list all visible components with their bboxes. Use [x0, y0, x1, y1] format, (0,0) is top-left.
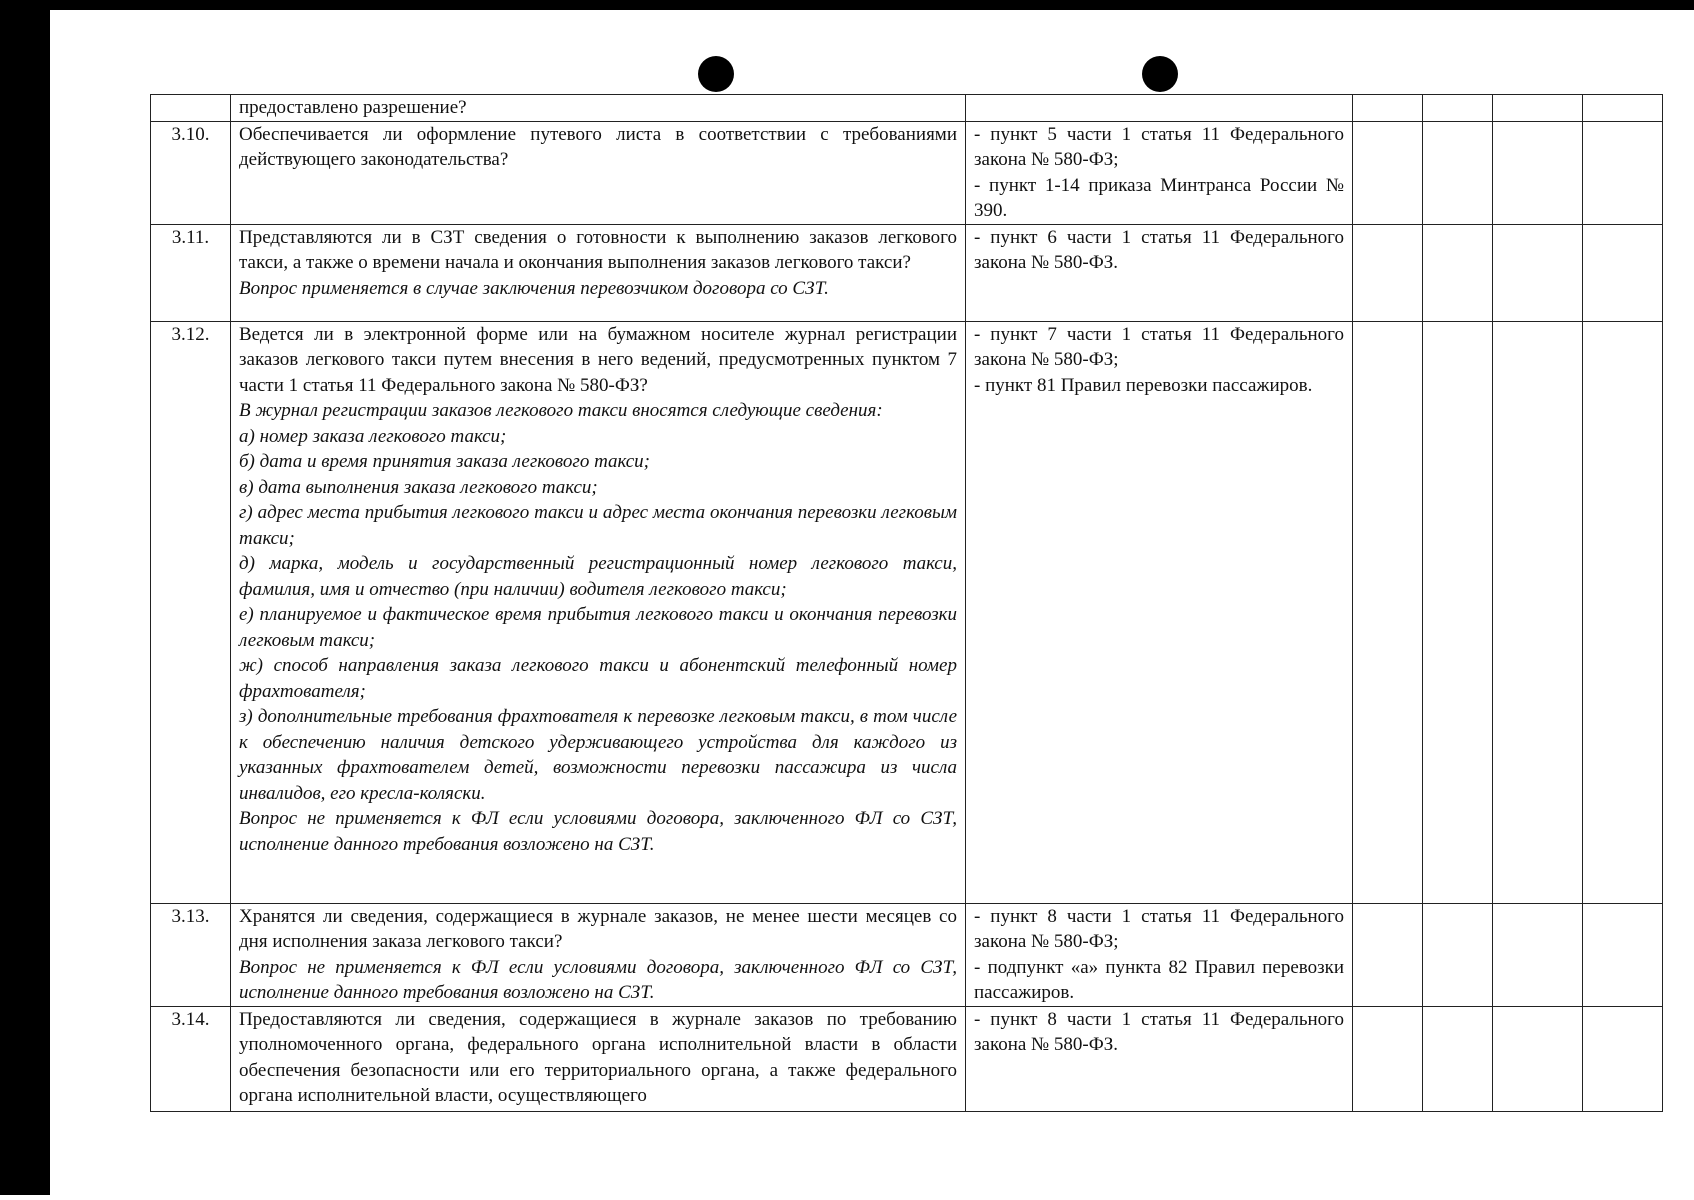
- question-note: в) дата выполнения заказа легкового такси;: [239, 476, 598, 498]
- legal-basis-text: - пункт 8 части 1 статья 11 Федерального закона № 580-ФЗ.: [974, 1008, 1344, 1055]
- answer-yes-cell: [1353, 95, 1423, 122]
- table-row: [151, 95, 1663, 122]
- legal-basis-cell: [966, 321, 1353, 903]
- legal-basis-text: - пункт 81 Правил перевозки пассажиров.: [974, 374, 1313, 396]
- question-cell: [231, 321, 966, 903]
- question-note: Вопрос применяется в случае заключения перевозчиком договора со СЗТ.: [239, 277, 829, 299]
- answer-na-cell: [1493, 224, 1583, 321]
- answer-na-cell: [1493, 1006, 1583, 1111]
- question-text: Представляются ли в СЗТ сведения о готовности к выполнению заказов легкового такси, а также о времени начала и окончания выполнения заказов легкового такси?: [239, 226, 957, 273]
- answer-na-cell: [1493, 95, 1583, 122]
- answer-yes-cell: [1353, 224, 1423, 321]
- item-number: [151, 95, 231, 122]
- answer-yes-cell: [1353, 121, 1423, 224]
- item-number: 3.11.: [151, 224, 231, 321]
- legal-basis-text: - пункт 8 части 1 статья 11 Федерального закона № 580-ФЗ;: [974, 905, 1344, 952]
- item-number: 3.14.: [151, 1006, 231, 1111]
- question-note: В журнал регистрации заказов легкового такси вносятся следующие сведения:: [239, 400, 883, 421]
- question-note: б) дата и время принятия заказа легкового такси;: [239, 451, 650, 472]
- question-note: а) номер заказа легкового такси;: [239, 425, 507, 447]
- answer-no-cell: [1423, 224, 1493, 321]
- table-row: [151, 121, 1663, 224]
- table-row: [151, 903, 1663, 1006]
- question-note: г) адрес места прибытия легкового такси и адрес места окончания перевозки легковым такси;: [239, 502, 957, 549]
- legal-basis-text: - пункт 7 части 1 статья 11 Федерального закона № 580-ФЗ;: [974, 323, 1344, 370]
- question-cell: [231, 224, 966, 321]
- legal-basis-cell: [966, 224, 1353, 321]
- answer-no-cell: [1423, 1006, 1493, 1111]
- legal-basis-cell: [966, 903, 1353, 1006]
- legal-basis-cell: [966, 1006, 1353, 1111]
- scan-top-border: [0, 0, 1694, 10]
- question-cell: [231, 903, 966, 1006]
- legal-basis-cell: [966, 95, 1353, 122]
- question-note: Вопрос не применяется к ФЛ если условиями договора, заключенного ФЛ со СЗТ, исполнение данного требования возложено на СЗТ.: [239, 808, 957, 855]
- comment-cell: [1583, 224, 1663, 321]
- question-note: е) планируемое и фактическое время прибытия легкового такси и окончания перевозки легковым такси;: [239, 604, 957, 651]
- answer-no-cell: [1423, 121, 1493, 224]
- answer-na-cell: [1493, 321, 1583, 903]
- answer-na-cell: [1493, 903, 1583, 1006]
- question-note: ж) способ направления заказа легкового такси и абонентский телефонный номер фрахтователя;: [239, 655, 957, 702]
- question-text: Обеспечивается ли оформление путевого листа в соответствии с требованиями действующего законодательства?: [239, 123, 957, 170]
- legal-basis-text: - подпункт «а» пункта 82 Правил перевозки пассажиров.: [974, 956, 1344, 1003]
- question-cell: [231, 121, 966, 224]
- table-row: [151, 224, 1663, 321]
- comment-cell: [1583, 321, 1663, 903]
- legal-basis-text: - пункт 5 части 1 статья 11 Федерального закона № 580-ФЗ;: [974, 123, 1344, 170]
- question-text: Хранятся ли сведения, содержащиеся в журнале заказов, не менее шести месяцев со дня исполнения заказа легкового такси?: [239, 905, 957, 952]
- table-row: [151, 1006, 1663, 1111]
- punch-hole-right: [1142, 56, 1178, 92]
- item-number: 3.12.: [151, 321, 231, 903]
- answer-yes-cell: [1353, 321, 1423, 903]
- comment-cell: [1583, 95, 1663, 122]
- question-text: предоставлено разрешение?: [239, 97, 467, 118]
- legal-basis-text: - пункт 6 части 1 статья 11 Федерального закона № 580-ФЗ.: [974, 226, 1344, 273]
- item-number: 3.10.: [151, 121, 231, 224]
- answer-yes-cell: [1353, 1006, 1423, 1111]
- question-cell: [231, 95, 966, 122]
- answer-na-cell: [1493, 121, 1583, 224]
- table-body: [151, 95, 1663, 1112]
- question-text: Ведется ли в электронной форме или на бумажном носителе журнал регистрации заказов легкового такси путем внесения в него ведений, предусмотренных пунктом 7 части 1 статья 11 Федерального закона № 580-ФЗ?: [239, 323, 957, 396]
- comment-cell: [1583, 1006, 1663, 1111]
- scan-edge-mark: [0, 1195, 50, 1200]
- answer-no-cell: [1423, 903, 1493, 1006]
- question-note: Вопрос не применяется к ФЛ если условиями договора, заключенного ФЛ со СЗТ, исполнение данного требования возложено на СЗТ.: [239, 956, 957, 1003]
- answer-no-cell: [1423, 95, 1493, 122]
- item-number: 3.13.: [151, 903, 231, 1006]
- question-note: з) дополнительные требования фрахтователя к перевозке легковым такси, в том числе к обеспечению наличия детского удерживающего устройства для каждого из указанных фрахтователем детей, возможности перевозки пассажира из числа инвалидов, его кресла-коляски.: [239, 706, 957, 804]
- comment-cell: [1583, 903, 1663, 1006]
- punch-hole-left: [698, 56, 734, 92]
- answer-yes-cell: [1353, 903, 1423, 1006]
- checklist-table: [150, 94, 1663, 1112]
- scan-left-border: [0, 0, 50, 1200]
- legal-basis-text: - пункт 1-14 приказа Минтранса России № 390.: [974, 174, 1344, 221]
- question-cell: [231, 1006, 966, 1111]
- answer-no-cell: [1423, 321, 1493, 903]
- question-text: Предоставляются ли сведения, содержащиеся в журнале заказов по требованию уполномоченного органа, федерального органа исполнительной власти в области обеспечения безопасности или его территориального органа, а также федерального органа исполнительной власти, осуществляющего: [239, 1008, 957, 1106]
- table-row: [151, 321, 1663, 903]
- question-note: д) марка, модель и государственный регистрационный номер легкового такси, фамилия, имя и отчество (при наличии) водителя легкового такси;: [239, 553, 957, 600]
- legal-basis-cell: [966, 121, 1353, 224]
- comment-cell: [1583, 121, 1663, 224]
